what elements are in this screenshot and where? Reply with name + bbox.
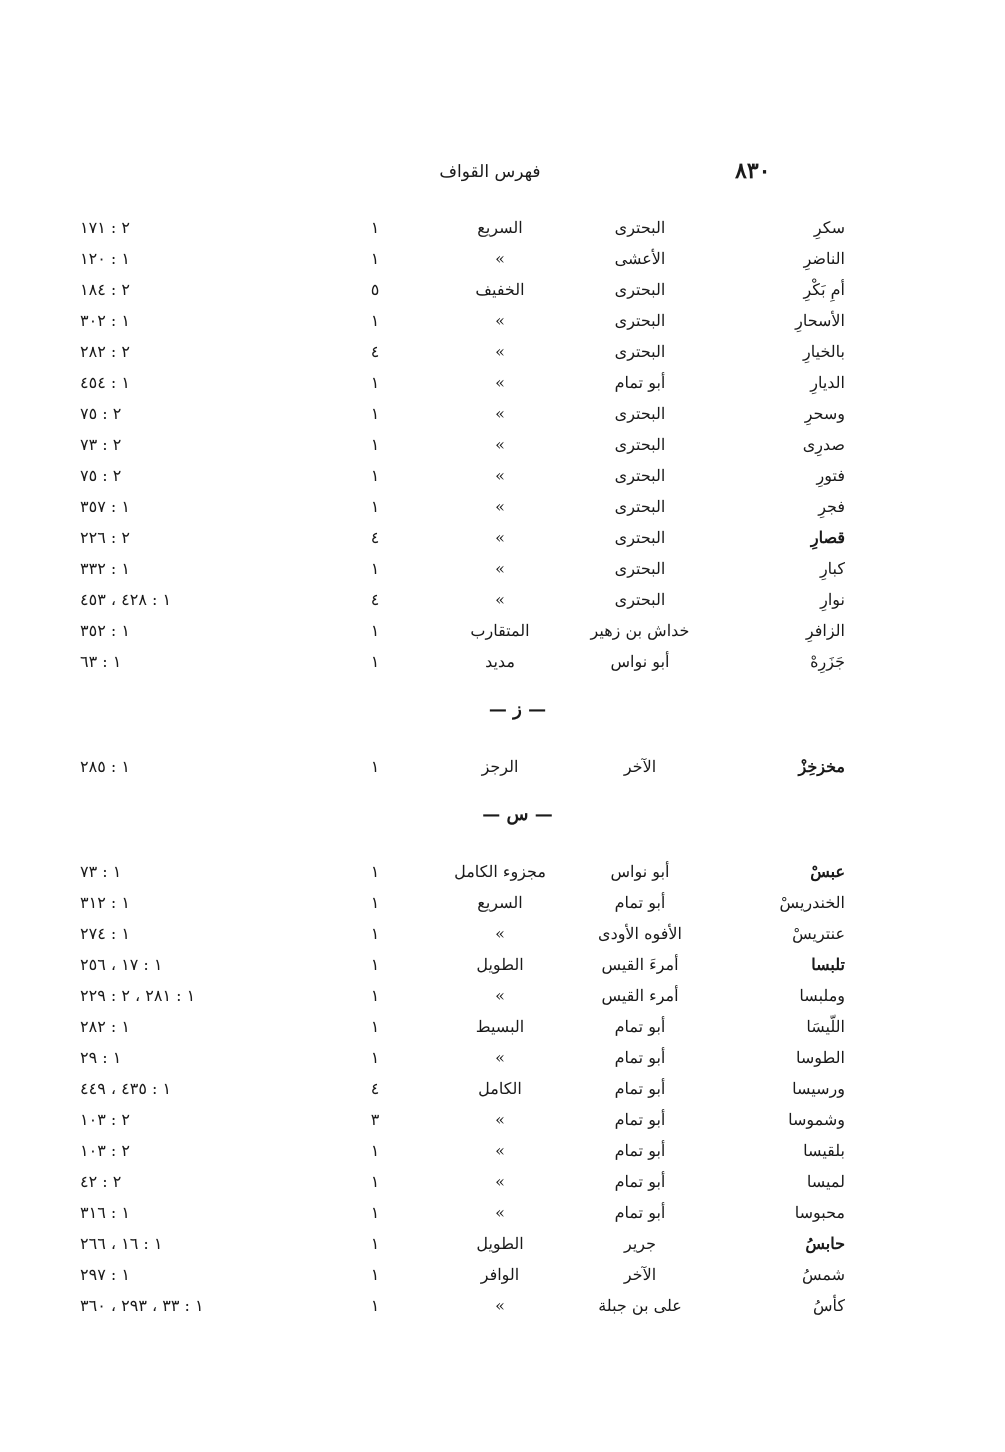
page-reference: ١ : ٣١٦ xyxy=(80,1203,130,1222)
rhyme-word: قصارِ xyxy=(810,528,845,547)
verse-count: ١ xyxy=(370,435,380,454)
page-reference: ١ : ٣١٢ xyxy=(80,893,130,912)
rhyme-word: الخندريسْ xyxy=(779,893,845,912)
poet-name: أبو تمام xyxy=(614,1048,666,1067)
index-row xyxy=(0,1075,1005,1106)
rhyme-word: صدرِى xyxy=(802,435,845,454)
meter-name: الخفيف xyxy=(475,280,525,299)
page-reference: ٢ : ١٨٤ xyxy=(80,280,130,299)
index-row xyxy=(0,1168,1005,1199)
page-reference: ١ : ٤٢٨ ، ٤٥٣ xyxy=(80,590,172,609)
verse-count: ١ xyxy=(370,986,380,1005)
rhyme-word: وشموسا xyxy=(788,1110,845,1129)
index-row xyxy=(0,1013,1005,1044)
poet-name: البحترى xyxy=(614,404,666,423)
section-letter: — ز — xyxy=(488,699,547,720)
verse-count: ١ xyxy=(370,757,380,776)
poet-name: خداش بن زهير xyxy=(590,621,690,640)
page-reference: ١ : ٤٥٤ xyxy=(80,373,130,392)
verse-count: ٤ xyxy=(370,1079,380,1098)
meter-name: » xyxy=(495,342,505,361)
rhyme-word: حابسُ xyxy=(805,1234,845,1253)
index-row xyxy=(0,1137,1005,1168)
index-row xyxy=(0,648,1005,679)
page-reference: ٢ : ٧٣ xyxy=(80,435,122,454)
index-row xyxy=(0,462,1005,493)
rhyme-word: جَزَرِهْ xyxy=(810,652,845,671)
index-row xyxy=(0,1044,1005,1075)
page-reference: ١ : ٢٨١ ، ٢ : ٢٢٩ xyxy=(80,986,196,1005)
page-reference: ٢ : ١٧١ xyxy=(80,218,130,237)
poet-name: أمرء القيس xyxy=(601,986,679,1005)
meter-name: » xyxy=(495,924,505,943)
poet-name: البحترى xyxy=(614,435,666,454)
rhyme-word: اللّيسَا xyxy=(806,1017,845,1036)
rhyme-index xyxy=(0,214,1005,1323)
poet-name: البحترى xyxy=(614,342,666,361)
meter-name: السريع xyxy=(477,893,523,912)
rhyme-word: وسحرِ xyxy=(804,404,845,423)
rhyme-word: الديارِ xyxy=(810,373,845,392)
poet-name: الأفوه الأودى xyxy=(598,924,682,943)
verse-count: ١ xyxy=(370,652,380,671)
poet-name: أبو تمام xyxy=(614,1203,666,1222)
section-letter: — س — xyxy=(482,804,553,825)
rhyme-word: الزافرِ xyxy=(805,621,845,640)
page-reference: ٢ : ٧٥ xyxy=(80,466,122,485)
verse-count: ١ xyxy=(370,559,380,578)
page-reference: ٢ : ٢٢٦ xyxy=(80,528,130,547)
page-title: فهرس القواف xyxy=(439,162,541,182)
meter-name: البسيط xyxy=(475,1017,525,1036)
meter-name: » xyxy=(495,1110,505,1129)
poet-name: الآخر xyxy=(623,757,657,776)
index-row xyxy=(0,369,1005,400)
page-reference: ٢ : ١٠٣ xyxy=(80,1110,130,1129)
meter-name: الطويل xyxy=(476,955,524,974)
page-reference: ١ : ٢٩ xyxy=(80,1048,122,1067)
page-reference: ٢ : ١٠٣ xyxy=(80,1141,130,1160)
poet-name: أمرءَ القيس xyxy=(601,955,679,974)
verse-count: ١ xyxy=(370,1296,380,1315)
index-row xyxy=(0,400,1005,431)
poet-name: أبو تمام xyxy=(614,1017,666,1036)
verse-count: ١ xyxy=(370,1203,380,1222)
verse-count: ١ xyxy=(370,862,380,881)
page-number: ٨٣٠ xyxy=(735,158,771,184)
verse-count: ١ xyxy=(370,404,380,423)
poet-name: البحترى xyxy=(614,497,666,516)
page-reference: ١ : ٦٣ xyxy=(80,652,122,671)
meter-name: » xyxy=(495,1048,505,1067)
index-row xyxy=(0,889,1005,920)
index-row xyxy=(0,338,1005,369)
index-row xyxy=(0,307,1005,338)
meter-name: » xyxy=(495,1203,505,1222)
page-reference: ٢ : ٧٥ xyxy=(80,404,122,423)
page-reference: ٢ : ٤٢ xyxy=(80,1172,122,1191)
poet-name: أبو تمام xyxy=(614,1079,666,1098)
meter-name: مديد xyxy=(485,652,515,671)
rhyme-word: شمسُ xyxy=(801,1265,845,1284)
rhyme-word: محبوسا xyxy=(794,1203,845,1222)
poet-name: جرير xyxy=(624,1234,656,1253)
page-reference: ١ : ٤٣٥ ، ٤٤٩ xyxy=(80,1079,172,1098)
index-row xyxy=(0,524,1005,555)
poet-name: البحترى xyxy=(614,218,666,237)
verse-count: ١ xyxy=(370,924,380,943)
index-row xyxy=(0,245,1005,276)
page-reference: ١ : ١٦ ، ٢٦٦ xyxy=(80,1234,163,1253)
index-row xyxy=(0,617,1005,648)
rhyme-word: أمِ بَكْرِ xyxy=(803,280,845,299)
page-reference: ١ : ١٢٠ xyxy=(80,249,130,268)
page-reference: ١ : ٣٠٢ xyxy=(80,311,130,330)
verse-count: ١ xyxy=(370,1265,380,1284)
verse-count: ١ xyxy=(370,1172,380,1191)
poet-name: أبو تمام xyxy=(614,1141,666,1160)
page-reference: ١ : ٧٣ xyxy=(80,862,122,881)
meter-name: » xyxy=(495,404,505,423)
verse-count: ١ xyxy=(370,311,380,330)
rhyme-word: الأسحارِ xyxy=(795,311,845,330)
index-row xyxy=(0,1261,1005,1292)
rhyme-word: مخزخِزْ xyxy=(798,757,845,776)
page-reference: ١ : ٣٣ ، ٢٩٣ ، ٣٦٠ xyxy=(80,1296,204,1315)
poet-name: أبو تمام xyxy=(614,893,666,912)
verse-count: ١ xyxy=(370,466,380,485)
verse-count: ١ xyxy=(370,497,380,516)
page-reference: ١ : ٢٩٧ xyxy=(80,1265,130,1284)
index-row xyxy=(0,951,1005,982)
rhyme-word: بالخيارِ xyxy=(803,342,845,361)
index-row xyxy=(0,982,1005,1013)
meter-name: مجزوء الكامل xyxy=(454,862,546,881)
index-row xyxy=(0,555,1005,586)
verse-count: ١ xyxy=(370,373,380,392)
rhyme-word: كأسُ xyxy=(812,1296,845,1315)
meter-name: » xyxy=(495,590,505,609)
meter-name: » xyxy=(495,1172,505,1191)
poet-name: على بن جبلة xyxy=(598,1296,682,1315)
meter-name: » xyxy=(495,1296,505,1315)
verse-count: ٤ xyxy=(370,342,380,361)
verse-count: ٤ xyxy=(370,528,380,547)
rhyme-word: سكرِ xyxy=(813,218,845,237)
index-row xyxy=(0,920,1005,951)
verse-count: ١ xyxy=(370,893,380,912)
verse-count: ١ xyxy=(370,1234,380,1253)
poet-name: الأعشى xyxy=(614,249,666,268)
rhyme-word: لميسا xyxy=(806,1172,845,1191)
meter-name: السريع xyxy=(477,218,523,237)
page-reference: ١ : ٣٥٢ xyxy=(80,621,130,640)
verse-count: ٥ xyxy=(370,280,380,299)
poet-name: أبو نواس xyxy=(610,862,670,881)
rhyme-word: ورسيسا xyxy=(792,1079,845,1098)
verse-count: ٤ xyxy=(370,590,380,609)
meter-name: الرجز xyxy=(481,757,519,776)
index-row xyxy=(0,586,1005,617)
section-header xyxy=(0,699,1005,729)
rhyme-word: عنتريسْ xyxy=(792,924,845,943)
index-row xyxy=(0,753,1005,784)
index-row xyxy=(0,1106,1005,1137)
index-row xyxy=(0,1230,1005,1261)
meter-name: » xyxy=(495,311,505,330)
rhyme-word: نوارِ xyxy=(820,590,845,609)
meter-name: » xyxy=(495,528,505,547)
rhyme-word: تلبسا xyxy=(811,955,845,974)
index-row xyxy=(0,214,1005,245)
meter-name: » xyxy=(495,466,505,485)
poet-name: أبو تمام xyxy=(614,1110,666,1129)
poet-name: البحترى xyxy=(614,528,666,547)
meter-name: » xyxy=(495,986,505,1005)
meter-name: » xyxy=(495,373,505,392)
poet-name: أبو نواس xyxy=(610,652,670,671)
meter-name: » xyxy=(495,1141,505,1160)
rhyme-word: وملبسا xyxy=(799,986,845,1005)
verse-count: ١ xyxy=(370,1017,380,1036)
page-reference: ١ : ٣٣٢ xyxy=(80,559,130,578)
page-reference: ١ : ٢٧٤ xyxy=(80,924,130,943)
meter-name: » xyxy=(495,435,505,454)
verse-count: ١ xyxy=(370,249,380,268)
meter-name: الكامل xyxy=(478,1079,522,1098)
index-row xyxy=(0,1199,1005,1230)
poet-name: أبو تمام xyxy=(614,373,666,392)
page-reference: ٢ : ٢٨٢ xyxy=(80,342,130,361)
meter-name: الوافر xyxy=(480,1265,520,1284)
page-reference: ١ : ٢٨٥ xyxy=(80,757,130,776)
verse-count: ١ xyxy=(370,1141,380,1160)
rhyme-word: الطوسا xyxy=(796,1048,845,1067)
section-header xyxy=(0,804,1005,834)
rhyme-word: فجرِ xyxy=(818,497,845,516)
verse-count: ١ xyxy=(370,218,380,237)
page-reference: ١ : ٣٥٧ xyxy=(80,497,130,516)
meter-name: المتقارب xyxy=(470,621,530,640)
index-row xyxy=(0,1292,1005,1323)
poet-name: الآخر xyxy=(623,1265,657,1284)
verse-count: ٣ xyxy=(370,1110,380,1129)
page-reference: ١ : ٢٨٢ xyxy=(80,1017,130,1036)
poet-name: البحترى xyxy=(614,311,666,330)
meter-name: » xyxy=(495,559,505,578)
index-row xyxy=(0,276,1005,307)
verse-count: ١ xyxy=(370,955,380,974)
rhyme-word: الناضرِ xyxy=(803,249,845,268)
index-row xyxy=(0,431,1005,462)
poet-name: البحترى xyxy=(614,590,666,609)
verse-count: ١ xyxy=(370,621,380,640)
meter-name: » xyxy=(495,249,505,268)
rhyme-word: فتورِ xyxy=(816,466,845,485)
poet-name: البحترى xyxy=(614,466,666,485)
verse-count: ١ xyxy=(370,1048,380,1067)
poet-name: أبو تمام xyxy=(614,1172,666,1191)
rhyme-word: بلقيسا xyxy=(803,1141,845,1160)
index-row xyxy=(0,858,1005,889)
index-row xyxy=(0,493,1005,524)
page-reference: ١ : ١٧ ، ٢٥٦ xyxy=(80,955,163,974)
poet-name: البحترى xyxy=(614,559,666,578)
rhyme-word: كبارِ xyxy=(819,559,845,578)
rhyme-word: عبسْ xyxy=(810,862,845,881)
meter-name: الطويل xyxy=(476,1234,524,1253)
poet-name: البحترى xyxy=(614,280,666,299)
meter-name: » xyxy=(495,497,505,516)
